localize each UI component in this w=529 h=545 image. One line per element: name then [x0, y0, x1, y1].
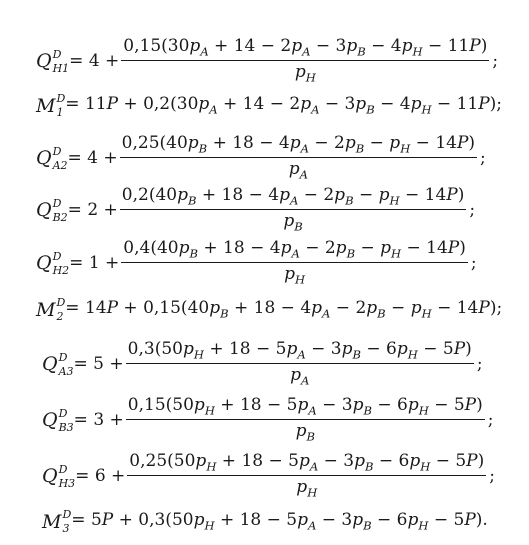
lhs-symbol: Q [42, 408, 58, 431]
equation-q-b3 [42, 397, 494, 443]
lhs-subscript: B3 [58, 420, 74, 434]
lhs-symbol: Q [36, 198, 52, 221]
lhs-superscript: D [62, 508, 72, 521]
equation-terminator: ; [489, 465, 495, 486]
equation-q-h3 [42, 453, 495, 499]
equation-body: = $11P + 0,2(30p_A + 14 - 2p_A - 3p_B - 4p_H - 11P)$; [65, 94, 503, 117]
equation-lhs [36, 93, 65, 118]
equation-q-h2 [36, 240, 477, 286]
lhs-subscript: B2 [52, 210, 68, 224]
equation-lhs [42, 408, 74, 433]
fraction-numerator: $0,25(40p_B + 18 - 4p_A - 2p_B - p_H - 14P)$ [121, 133, 476, 156]
equation-lhs [36, 297, 65, 322]
lhs-subscript: H1 [52, 61, 70, 75]
equation-q-a3 [42, 341, 483, 387]
fraction-numerator: $0,15(30p_A + 14 - 2p_A - 3p_B - 4p_H - 11P)$ [123, 36, 488, 59]
lhs-superscript: D [52, 249, 62, 263]
lhs-subscript: H3 [58, 476, 76, 490]
lhs-superscript: D [56, 296, 66, 309]
equation-body: = $5P + 0,3(50p_H + 18 - 5p_A - 3p_B - 6p_H - 5P)$. [71, 510, 488, 533]
equation-lhs [42, 352, 74, 377]
lhs-superscript: D [56, 92, 66, 105]
equation-prefix: = 5 + [73, 353, 124, 374]
equation-lhs [42, 509, 71, 534]
equation-terminator: ; [476, 353, 483, 374]
lhs-superscript: D [52, 47, 62, 61]
fraction [121, 38, 489, 84]
fraction [120, 187, 467, 233]
fraction [126, 341, 474, 387]
fraction-numerator: $0,3(50p_H + 18 - 5p_A - 3p_B - 6p_H - 5P)$ [127, 339, 472, 362]
equation-prefix: = 2 + [67, 199, 118, 220]
lhs-superscript: D [52, 196, 62, 210]
fraction-denominator: $p_A$ [290, 365, 310, 388]
lhs-superscript: D [58, 406, 68, 420]
equation-prefix: = 4 + [67, 147, 118, 168]
equation-prefix: = 3 + [73, 409, 124, 430]
equation-m-2 [36, 297, 502, 322]
lhs-subscript: A2 [52, 158, 68, 172]
equation-terminator: ; [470, 252, 477, 273]
fraction [126, 397, 485, 443]
fraction-numerator: $0,15(50p_H + 18 - 5p_A - 3p_B - 6p_H - 5P)$ [127, 395, 483, 418]
lhs-subscript: H2 [52, 263, 70, 277]
lhs-subscript: 3 [62, 522, 70, 535]
equation-terminator: ; [492, 50, 499, 71]
lhs-superscript: D [58, 462, 68, 476]
lhs-superscript: D [52, 144, 62, 158]
fraction-denominator: $p_H$ [294, 62, 316, 85]
fraction-denominator: $p_H$ [284, 264, 306, 287]
equation-lhs [42, 464, 75, 489]
lhs-symbol: M [42, 510, 62, 533]
lhs-symbol: M [36, 94, 56, 117]
fraction-numerator: $0,4(40p_B + 18 - 4p_A - 2p_B - p_H - 14P)$ [123, 238, 466, 261]
fraction-numerator: $0,25(50p_H + 18 - 5p_A - 3p_B - 6p_H - 5P)$ [129, 451, 485, 474]
fraction-denominator: $p_B$ [283, 211, 303, 234]
equation-terminator: ; [480, 147, 486, 168]
lhs-subscript: A3 [58, 364, 74, 378]
equation-terminator: ; [469, 199, 476, 220]
lhs-symbol: M [36, 298, 56, 321]
equation-prefix: = 4 + [69, 50, 120, 71]
equation-lhs [36, 251, 69, 276]
fraction-denominator: $p_H$ [296, 477, 318, 500]
lhs-symbol: Q [36, 146, 52, 169]
equation-q-b2 [36, 187, 475, 233]
lhs-subscript: 2 [56, 310, 64, 323]
equation-lhs [36, 146, 68, 171]
lhs-symbol: Q [36, 49, 52, 72]
equation-body: = $14P + 0,15(40p_B + 18 - 4p_A - 2p_B - p_H - 14P)$; [65, 298, 503, 321]
equation-m-1 [36, 93, 502, 118]
equation-q-h1 [36, 38, 498, 84]
lhs-symbol: Q [42, 352, 58, 375]
equation-m-3 [42, 509, 488, 534]
fraction [121, 240, 468, 286]
equation-terminator: ; [487, 409, 494, 430]
fraction-denominator: $p_A$ [288, 159, 308, 182]
lhs-symbol: Q [42, 464, 58, 487]
equation-q-a2 [36, 135, 486, 181]
equation-prefix: = 1 + [69, 252, 120, 273]
lhs-subscript: 1 [56, 106, 64, 119]
fraction [120, 135, 477, 181]
equation-prefix: = 6 + [75, 465, 126, 486]
fraction-numerator: $0,2(40p_B + 18 - 4p_A - 2p_B - p_H - 14P)$ [121, 185, 465, 208]
fraction [127, 453, 486, 499]
lhs-symbol: Q [36, 251, 52, 274]
lhs-superscript: D [58, 350, 68, 364]
equation-lhs [36, 198, 68, 223]
equation-lhs [36, 49, 69, 74]
fraction-denominator: $p_B$ [295, 421, 315, 444]
